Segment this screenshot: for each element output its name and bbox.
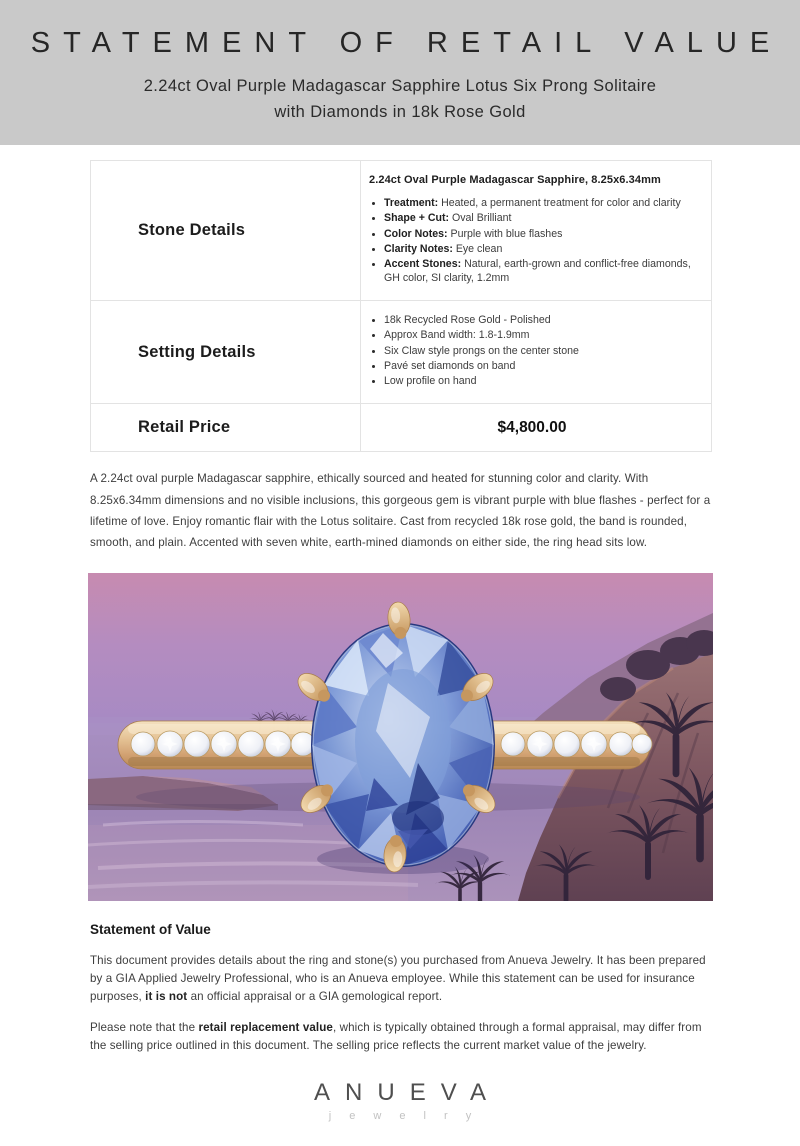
anueva-logo-wordmark: ANUEVA xyxy=(314,1079,501,1107)
stone-bullet: • Accent Stones: Natural, earth-grown and conflict-free diamonds, GH color, SI clarity, 1.2mm xyxy=(384,258,695,286)
setting-bullet: • Pavé set diamonds on band xyxy=(384,360,695,374)
stone-bullet: • Shape + Cut: Oval Brilliant xyxy=(384,212,695,226)
table-row-retail-price xyxy=(91,404,712,452)
retail-price-label: Retail Price xyxy=(91,404,361,452)
stone-heading: 2.24ct Oval Purple Madagascar Sapphire, 8.25x6.34mm xyxy=(369,174,661,186)
ring-photo xyxy=(88,573,713,901)
statement-paragraph-2: Please note that the retail replacement value, which is typically obtained through a formal appraisal, may differ from the selling price outlined in this document. The selling price reflects the current market value of the jewelry. xyxy=(90,1021,702,1053)
setting-bullet: • 18k Recycled Rose Gold - Polished xyxy=(384,314,695,328)
stone-bullet: • Color Notes: Purple with blue flashes xyxy=(384,228,695,242)
ring-photo-illustration xyxy=(88,573,713,901)
stone-details-label: Stone Details xyxy=(91,161,361,301)
stone-details-content xyxy=(361,161,712,301)
setting-bullet: • Low profile on hand xyxy=(384,375,695,389)
stone-bullet: • Treatment: Heated, a permanent treatment for color and clarity xyxy=(384,197,695,211)
item-subtitle xyxy=(0,73,800,126)
statement-heading: Statement of Value xyxy=(90,921,211,937)
table-row-setting-details xyxy=(91,301,712,404)
retail-price-value: $4,800.00 xyxy=(361,404,712,452)
stone-bullet-list xyxy=(369,197,695,286)
setting-details-label: Setting Details xyxy=(91,301,361,404)
page-title: STATEMENT OF RETAIL VALUE xyxy=(30,27,783,59)
header-banner xyxy=(0,0,800,145)
item-subtitle-line2: with Diamonds in 18k Rose Gold xyxy=(274,103,526,122)
anueva-logo xyxy=(0,1079,800,1146)
setting-details-content xyxy=(361,301,712,404)
item-description: A 2.24ct oval purple Madagascar sapphire, ethically sourced and heated for stunning color and clarity. With 8.25x6.34mm dimensions and no visible inclusions, this gorgeous gem is vibrant purple with blue flashes - perfect for a lifetime of love. Enjoy romantic flair with the Lotus solitaire. Cast from recycled 18k rose gold, the band is rounded, smooth, and plain. Accented with seven white, earth-mined diamonds on either side, the ring head sits low. xyxy=(90,472,711,549)
details-table xyxy=(90,160,712,452)
setting-bullet-list xyxy=(369,314,695,389)
setting-bullet: • Six Claw style prongs on the center stone xyxy=(384,345,695,359)
stone-bullet: • Clarity Notes: Eye clean xyxy=(384,243,695,257)
item-subtitle-line1: 2.24ct Oval Purple Madagascar Sapphire Lotus Six Prong Solitaire xyxy=(143,77,657,95)
setting-bullet: • Approx Band width: 1.8-1.9mm xyxy=(384,329,695,343)
statement-of-value-section xyxy=(90,922,718,1055)
statement-paragraph-1: This document provides details about the ring and stone(s) you purchased from Anueva Jewelry. It has been prepared by a GIA Applied Jewelry Professional, who is an Anueva employee. While this statement can be used for insurance purposes, it is not an official appraisal or a GIA gemological report. xyxy=(90,953,706,1003)
anueva-logo-subtext: j e w e l r y xyxy=(328,1110,479,1123)
table-row-stone-details xyxy=(91,161,712,301)
